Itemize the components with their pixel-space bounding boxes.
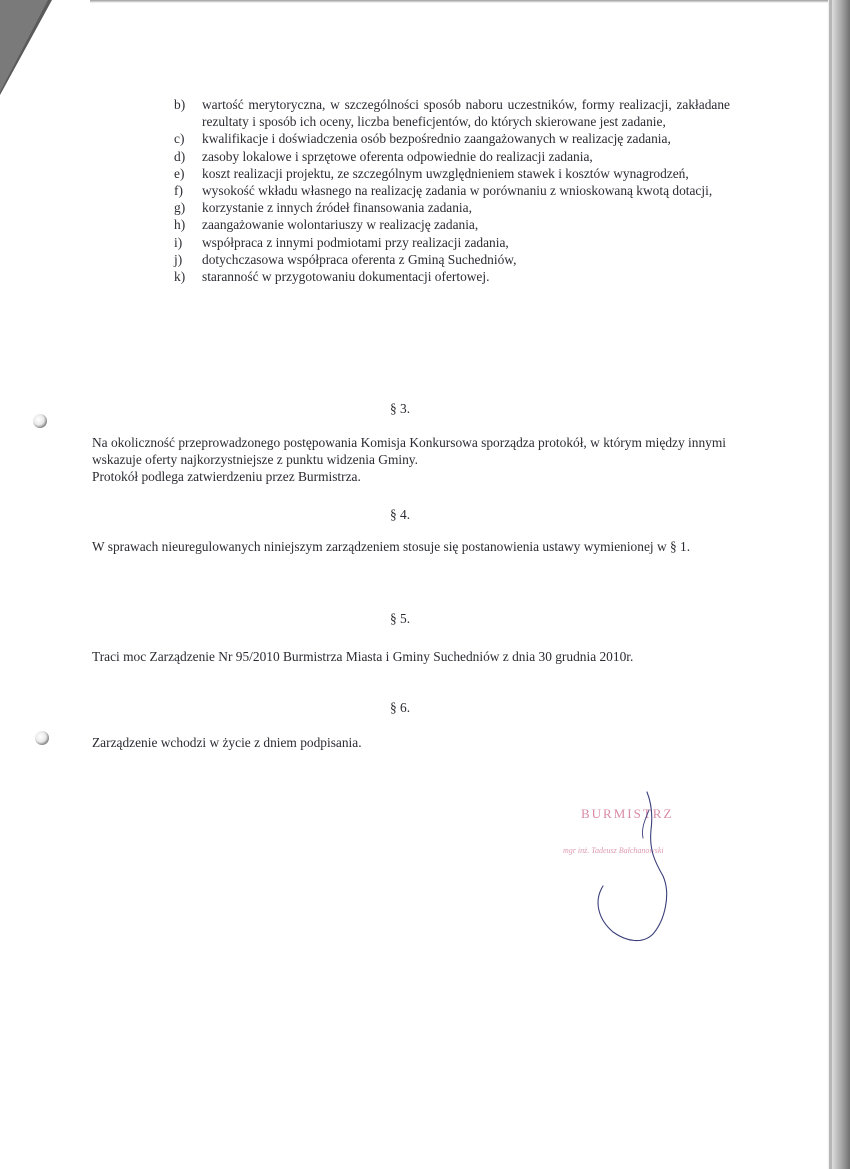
- criteria-marker: b): [174, 97, 186, 112]
- criteria-text: zaangażowanie wolontariuszy w realizację zadania,: [202, 217, 479, 233]
- scan-edge-line: [829, 0, 832, 1169]
- section-4-body: W sprawach nieuregulowanych niniejszym zarządzeniem stosuje się postanowienia ustawy wymienionej w § 1.: [92, 539, 691, 554]
- criteria-text: kwalifikacje i doświadczenia osób bezpośrednio zaangażowanych w realizację zadania,: [202, 131, 671, 147]
- criteria-item: [174, 182, 730, 199]
- section-4-heading: § 4.: [389, 507, 411, 522]
- mayor-stamp-signature: [555, 790, 735, 950]
- criteria-text: korzystanie z innych źródeł finansowania zadania,: [202, 200, 472, 216]
- section-3-approval-line: Protokół podlega zatwierdzeniu przez Burmistrza.: [92, 469, 361, 485]
- section-5-heading: § 5.: [389, 611, 411, 626]
- criteria-text: wartość merytoryczna, w szczególności sposób naboru uczestników, formy realizacji, zakładane rezultaty i sposób ich oceny, liczba beneficjentów, do których skierowane jest zadanie,: [202, 97, 730, 130]
- criteria-text: współpraca z innymi podmiotami przy realizacji zadania,: [202, 234, 509, 250]
- punch-hole-lower: [35, 731, 49, 745]
- criteria-item: [174, 199, 730, 216]
- criteria-text: wysokość wkładu własnego na realizację zadania w porównaniu z wnioskowaną kwotą dotacji,: [202, 183, 713, 199]
- criteria-marker: e): [174, 165, 185, 181]
- criteria-text: zasoby lokalowe i sprzętowe oferenta odpowiednie do realizacji zadania,: [202, 148, 593, 164]
- evaluation-criteria-list: [174, 96, 730, 285]
- section-3-heading: § 3.: [389, 401, 411, 416]
- criteria-text: dotychczasowa współpraca oferenta z Gminą Suchedniów,: [202, 251, 517, 267]
- criteria-marker: d): [174, 148, 186, 164]
- criteria-item: [174, 234, 730, 251]
- criteria-item: [174, 268, 730, 285]
- stamp-name: mgr inż. Tadeusz Bałchanowski: [563, 846, 664, 855]
- section-5-body: Traci moc Zarządzenie Nr 95/2010 Burmistrza Miasta i Gminy Suchedniów z dnia 30 grudnia 2010r.: [92, 649, 634, 664]
- stamp-title: BURMISTRZ: [581, 806, 674, 821]
- handwritten-signature: [555, 790, 735, 950]
- criteria-marker: h): [174, 217, 186, 233]
- criteria-text: staranność w przygotowaniu dokumentacji ofertowej.: [202, 269, 490, 285]
- criteria-marker: i): [174, 234, 183, 250]
- criteria-item: [174, 165, 730, 182]
- section-6-body: Zarządzenie wchodzi w życie z dniem podpisania.: [92, 735, 362, 750]
- criteria-marker: c): [174, 131, 185, 147]
- section-6-heading: § 6.: [389, 700, 411, 715]
- criteria-marker: j): [174, 251, 183, 267]
- criteria-item: [174, 130, 730, 147]
- section-3-body: [92, 434, 726, 486]
- criteria-marker: f): [174, 183, 183, 199]
- criteria-item: [174, 96, 730, 130]
- scan-edge-top: [90, 0, 830, 3]
- criteria-marker: k): [174, 269, 186, 285]
- criteria-item: [174, 251, 730, 268]
- criteria-marker: g): [174, 200, 186, 216]
- folded-corner-shade: [0, 0, 48, 92]
- criteria-text: koszt realizacji projektu, ze szczególnym uwzględnieniem stawek i kosztów wynagrodzeń,: [202, 165, 689, 181]
- criteria-item: [174, 148, 730, 165]
- section-3-paragraph: Na okoliczność przeprowadzonego postępowania Komisja Konkursowa sporządza protokół, w którym między innymi wskazuje oferty najkorzystniejsze z punktu widzenia Gminy.: [92, 435, 726, 468]
- criteria-item: [174, 216, 730, 233]
